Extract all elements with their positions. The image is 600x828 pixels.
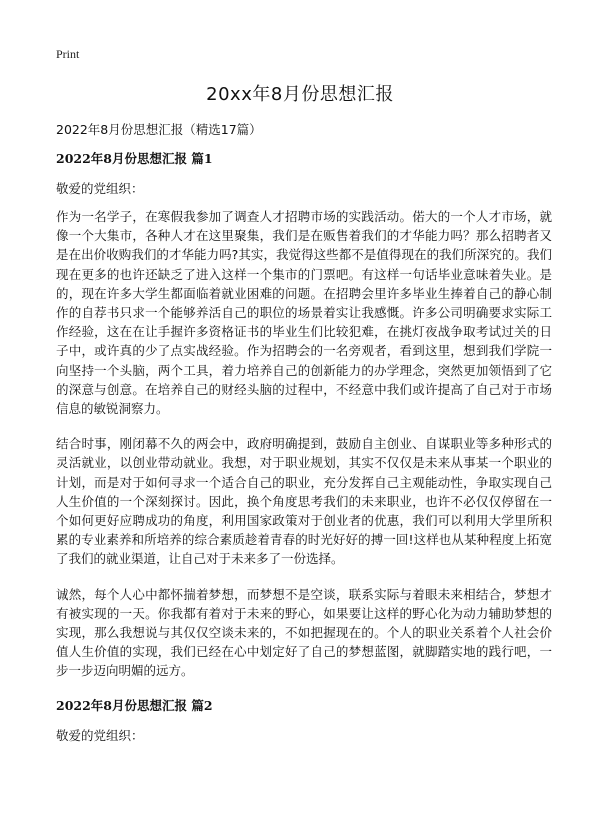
document-subtitle: 2022年8月份思想汇报（精选17篇） [56,122,262,137]
page-title: 20xx年8月份思想汇报 [206,84,394,105]
salutation-2: 敬爱的党组织： [56,727,144,743]
section-heading-2: 2022年8月份思想汇报 篇2 [56,697,213,713]
print-link[interactable]: Print [56,47,80,61]
paragraph-3: 诚然，每个人心中都怀揣着梦想，而梦想不是空谈，联系实际与着眼未来相结合，梦想才有被实现的一天。你我都有着对于未来的野心，如果要让这样的野心化为动力辅助梦想的实现，那么我想说与其仅仅空谈未来的，不如把握现在的。个人的职业关系着个人社会价值人生价值的实现，我们已经在心中划定好了自己的梦想蓝图，就脚踏实地的践行吧，一步一步迈向明媚的远方。 [56,586,552,679]
document-body [56,150,552,754]
section-heading-1: 2022年8月份思想汇报 篇1 [56,151,213,166]
salutation-1: 敬爱的党组织： [56,181,144,196]
paragraph-1: 作为一名学子，在寒假我参加了调查人才招聘市场的实践活动。偌大的一个人才市场，就像一个大集市，各种人才在这里聚集，我们是在贩售着我们的才华能力吗？那么招聘者又是在出价收购我们的才华能力吗?其实，我觉得这些都不是值得现在的我们所深究的。我们现在更多的也许还缺乏了进入这样一个集市的门票吧。有这样一句话毕业意味着失业。是的，现在许多大学生都面临着就业困难的问题。在招聘会里许多毕业生捧着自己的静心制作的自荐书只求一个能够养活自己的职位的场景着实让我感慨。许多公司明确要求实际工作经验，这在在让手握许多资格证书的毕业生们比较犯难，在挑灯夜战争取考试过关的日子中，或许真的少了点实战经验。作为招聘会的一名旁观者，看到这里，想到我们学院一向坚持一个头脑，两个工具，着力培养自己的创新能力的办学理念，突然更加领悟到了它的深意与创意。在培养自己的财经头脑的过程中，不经意中我们或许提高了自己对于市场信息的敏锐洞察力。 [56,209,552,417]
paragraph-2: 结合时事，刚闭幕不久的两会中，政府明确提到，鼓励自主创业、自谋职业等多种形式的灵活就业，以创业带动就业。我想，对于职业规划，其实不仅仅是未来从事某一个职业的计划，而是对于如何寻求一个适合自己的职业，充分发挥自己主观能动性，争取实现自己人生价值的一个深刻探讨。因此，换个角度思考我们的未来职业，也许不必仅仅停留在一个如何更好应聘成功的角度，利用国家政策对于创业者的优惠，我们可以利用大学里所积累的专业素养和所培养的综合素质趁着青春的时光好好的搏一回!这样也从某种程度上拓宽了我们的就业渠道，让自己对于未来多了一份选择。 [56,436,552,567]
